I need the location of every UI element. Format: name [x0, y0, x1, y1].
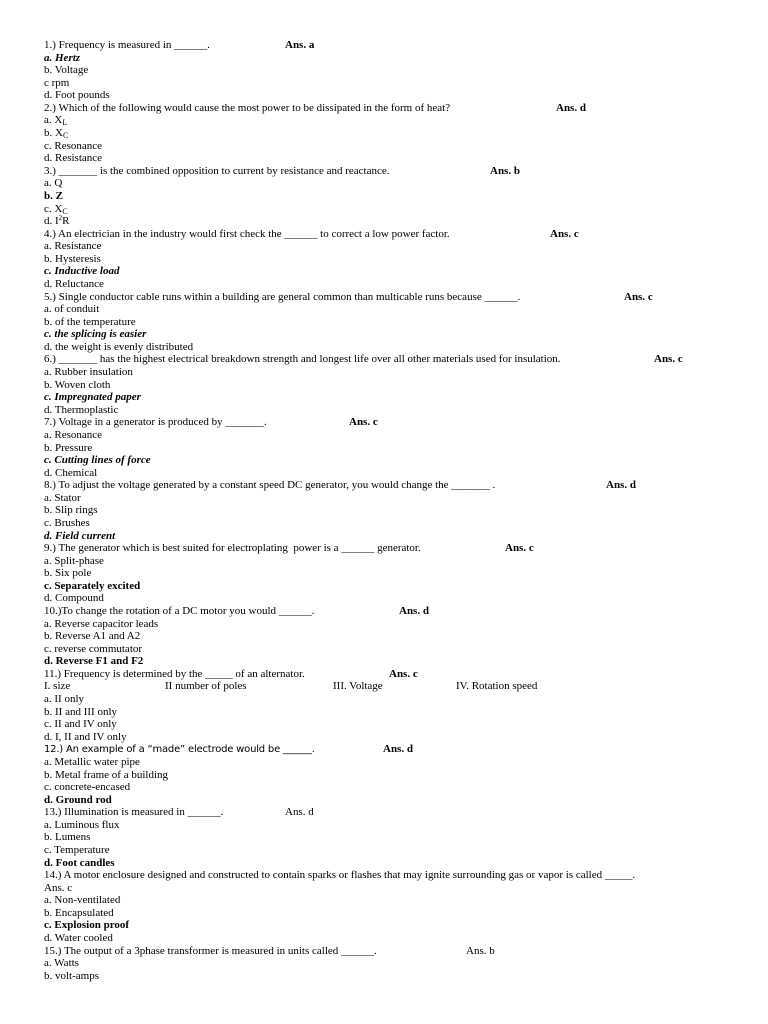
option-a	[44, 240, 754, 253]
question-3-stem	[44, 165, 754, 178]
option-text: a. Watts	[44, 957, 79, 970]
question-list	[44, 39, 754, 982]
roman-choice: IV. Rotation speed	[456, 680, 538, 693]
question-5-stem	[44, 291, 754, 304]
answer-key: Ans. b	[490, 164, 520, 177]
option-c	[44, 919, 754, 932]
subscript: C	[62, 206, 68, 216]
option-text: d. Resistance	[44, 152, 103, 165]
option-text: a. Resonance	[44, 428, 103, 441]
answer-key: Ans. c	[44, 881, 73, 894]
option-text: a. X	[44, 114, 63, 127]
question-text: 2.) Which of the following would cause the most power to be dissipated in the form of heat?	[44, 101, 451, 114]
option-text: b. Z	[44, 189, 63, 202]
option-text: c. Temperature	[44, 844, 110, 856]
option-b	[44, 970, 754, 983]
question-text: 7.) Voltage in a generator is produced by _______.	[44, 416, 267, 429]
option-text: c. reverse commutator	[44, 642, 143, 655]
question-text: 13.) Illumination is measured in ______.	[44, 806, 224, 819]
answer-key: Ans. c	[349, 416, 378, 429]
option-c	[44, 140, 754, 153]
answer-key: Ans. c	[505, 542, 534, 555]
roman-choice: III. Voltage	[333, 680, 383, 693]
option-text: b. Reverse A1 and A2	[44, 630, 141, 643]
option-text: c. Brushes	[44, 516, 90, 529]
option-text: d. Reluctance	[44, 277, 104, 290]
option-text: c. the splicing is easier	[44, 328, 147, 341]
option-a	[44, 555, 754, 568]
option-a	[44, 819, 754, 832]
option-b	[44, 567, 754, 580]
answer-key: Ans. d	[383, 743, 413, 756]
question-2-stem	[44, 102, 754, 115]
option-a	[44, 429, 754, 442]
option-c	[44, 781, 754, 794]
option-text: a. Non-ventilated	[44, 894, 121, 907]
option-text: c. II and IV only	[44, 718, 117, 731]
option-a	[44, 618, 754, 631]
question-7-stem	[44, 416, 754, 429]
option-b	[44, 504, 754, 517]
option-text: c. concrete-encased	[44, 781, 131, 794]
option-b	[44, 316, 754, 329]
option-text: b. Voltage	[44, 64, 89, 77]
answer-key: Ans. a	[285, 39, 315, 51]
option-text: b. II and III only	[44, 705, 118, 718]
answer-key: Ans. d	[606, 479, 636, 492]
option-d	[44, 215, 754, 228]
question-12-stem	[44, 743, 754, 756]
option-c	[44, 517, 754, 530]
option-d	[44, 341, 754, 354]
option-text: c. Resonance	[44, 139, 103, 152]
subscript: L	[62, 118, 68, 128]
option-a	[44, 756, 754, 769]
option-text: b. of the temperature	[44, 315, 136, 328]
option-b	[44, 379, 754, 392]
question-text: 5.) Single conductor cable runs within a building are general common than multicable runs because ______.	[44, 290, 521, 303]
option-d	[44, 467, 754, 480]
option-b	[44, 907, 754, 920]
answer-key: Ans. c	[550, 227, 579, 240]
question-8-stem	[44, 479, 754, 492]
option-c	[44, 328, 754, 341]
subscript: C	[62, 131, 69, 141]
option-b	[44, 190, 754, 203]
option-text: d. Water cooled	[44, 932, 113, 945]
option-a	[44, 894, 754, 907]
answer-key: Ans. c	[624, 290, 653, 303]
roman-choice: II number of poles	[165, 680, 247, 693]
option-a	[44, 114, 754, 127]
question-text: 9.) The generator which is best suited for electroplating power is a ______ generator.	[44, 542, 421, 555]
option-text: b. Six pole	[44, 567, 92, 580]
option-text: d. Reverse F1 and F2	[44, 655, 144, 668]
option-a	[44, 303, 754, 316]
option-text: R	[62, 215, 70, 228]
question-text: 1.) Frequency is measured in ______.	[44, 39, 210, 51]
question-text: 12.) An example of a “made” electrode would be ______.	[44, 744, 315, 756]
option-b	[44, 253, 754, 266]
question-11-stem	[44, 668, 754, 681]
question-10-stem	[44, 605, 754, 618]
option-text: c. Inductive load	[44, 265, 120, 278]
option-text: d. Foot candles	[44, 856, 115, 869]
option-d	[44, 731, 754, 744]
option-text: d. Thermoplastic	[44, 403, 119, 416]
option-text: d. Compound	[44, 592, 104, 605]
option-c	[44, 454, 754, 467]
option-text: b. Pressure	[44, 441, 93, 454]
question-text: 6.) _______ has the highest electrical breakdown strength and longest life over all other materials used for insulation.	[44, 353, 561, 366]
option-text: c. X	[44, 202, 63, 215]
answer-key: Ans. d	[399, 605, 429, 618]
option-c	[44, 580, 754, 593]
option-c	[44, 391, 754, 404]
option-d	[44, 278, 754, 291]
question-6-stem	[44, 353, 754, 366]
option-a	[44, 957, 754, 970]
option-b	[44, 442, 754, 455]
option-text: b. Metal frame of a building	[44, 768, 169, 781]
option-text: d. Chemical	[44, 466, 98, 479]
option-text: a. Split-phase	[44, 554, 104, 567]
question-text: 14.) A motor enclosure designed and constructed to contain sparks or flashes that may ignite surrounding gas or vapor is called _____.	[44, 869, 636, 882]
option-text: b. volt-amps	[44, 969, 99, 982]
question-15-stem	[44, 945, 754, 958]
option-d	[44, 932, 754, 945]
option-c	[44, 643, 754, 656]
option-text: a. II only	[44, 693, 85, 706]
option-text: b. Encapsulated	[44, 906, 114, 919]
option-text: d. I	[44, 215, 59, 228]
question-text: 15.) The output of a 3phase transformer is measured in units called ______.	[44, 944, 377, 957]
option-b	[44, 127, 754, 140]
question-text: 3.) _______ is the combined opposition to current by resistance and reactance.	[44, 164, 390, 177]
option-d	[44, 152, 754, 165]
option-text: a. Rubber insulation	[44, 366, 133, 379]
option-text: a. Luminous flux	[44, 818, 120, 831]
question-text: 4.) An electrician in the industry would first check the ______ to correct a low power factor.	[44, 227, 450, 240]
question-text: 10.)To change the rotation of a DC motor you would ______.	[44, 605, 315, 618]
question-9-stem	[44, 542, 754, 555]
roman-choices	[44, 680, 754, 693]
option-text: a. Resistance	[44, 240, 102, 253]
option-d	[44, 592, 754, 605]
option-b	[44, 630, 754, 643]
option-b	[44, 706, 754, 719]
option-text: a. Metallic water pipe	[44, 755, 140, 768]
option-text: c rpm	[44, 76, 70, 89]
question-14-stem	[44, 869, 754, 882]
option-b	[44, 64, 754, 77]
option-text: a. of conduit	[44, 303, 100, 316]
answer-key: Ans. d	[285, 806, 314, 819]
option-d	[44, 794, 754, 807]
option-b	[44, 769, 754, 782]
option-text: c. Cutting lines of force	[44, 454, 151, 467]
option-text: a. Reverse capacitor leads	[44, 617, 159, 630]
option-d	[44, 89, 754, 102]
option-text: a. Q	[44, 177, 63, 190]
option-text: d. Ground rod	[44, 793, 112, 806]
option-text: b. Lumens	[44, 831, 91, 844]
option-a	[44, 52, 754, 65]
option-c	[44, 844, 754, 857]
roman-choice: I. size	[44, 680, 71, 693]
option-c	[44, 77, 754, 90]
option-a	[44, 492, 754, 505]
option-text: a. Stator	[44, 491, 81, 504]
option-c	[44, 265, 754, 278]
question-4-stem	[44, 228, 754, 241]
question-1-stem	[44, 39, 754, 52]
option-d	[44, 857, 754, 870]
answer-key: Ans. b	[466, 944, 495, 957]
option-text: c. Impregnated paper	[44, 391, 141, 404]
option-text: b. X	[44, 127, 63, 140]
option-a	[44, 693, 754, 706]
option-text: a. Hertz	[44, 51, 81, 64]
answer-key: Ans. d	[556, 101, 586, 114]
option-text: d. the weight is evenly distributed	[44, 340, 194, 353]
option-b	[44, 831, 754, 844]
option-text: b. Hysteresis	[44, 252, 101, 265]
answer-key: Ans. c	[389, 667, 418, 680]
option-d	[44, 655, 754, 668]
option-c	[44, 203, 754, 216]
option-a	[44, 366, 754, 379]
option-text: c. Explosion proof	[44, 919, 130, 932]
option-a	[44, 177, 754, 190]
option-text: d. Foot pounds	[44, 89, 110, 102]
option-text: d. I, II and IV only	[44, 730, 127, 743]
question-text: 11.) Frequency is determined by the _____ of an alternator.	[44, 667, 305, 680]
question-13-stem	[44, 806, 754, 819]
question-text: 8.) To adjust the voltage generated by a constant speed DC generator, you would change the _______ .	[44, 479, 496, 492]
option-d	[44, 404, 754, 417]
answer-key: Ans. c	[654, 353, 683, 366]
option-text: b. Slip rings	[44, 504, 98, 517]
option-text: d. Field current	[44, 529, 116, 542]
option-d	[44, 530, 754, 543]
option-text: c. Separately excited	[44, 579, 141, 592]
question-14-answer-line	[44, 882, 754, 895]
option-text: b. Woven cloth	[44, 378, 111, 391]
superscript: 2	[58, 214, 63, 223]
option-c	[44, 718, 754, 731]
